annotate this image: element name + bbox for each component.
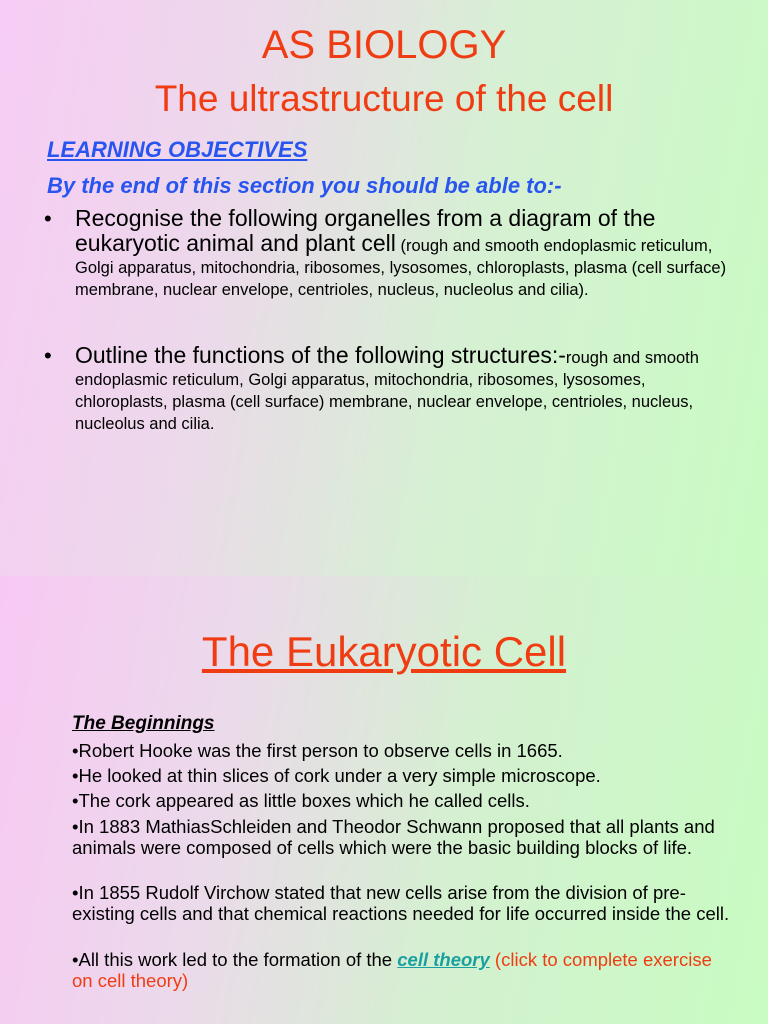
slide-title-text: The Eukaryotic Cell	[201, 628, 567, 675]
objective-detail-text: (rough and smooth endoplasmic reticulum, Golgi apparatus, mitochondria, ribosomes, lysosomes, chloroplasts, plasma (cell surface) membrane, nuclear envelope, centrioles, nucleus, nucleolus and cilia).	[75, 237, 727, 299]
objective-main-text: Outline the functions of the following structures:-	[75, 342, 566, 368]
history-paragraph: •Robert Hooke was the first person to observe cells in 1665.	[72, 740, 563, 761]
slide-title	[0, 626, 768, 678]
bullet-marker: •	[44, 343, 52, 368]
history-paragraph: •In 1883 MathiasSchleiden and Theodor Schwann proposed that all plants and animals were composed of cells which were the basic building blocks of life.	[72, 816, 715, 858]
objective-item-recognise	[44, 206, 734, 301]
objective-detail-text: rough and smooth endoplasmic reticulum, Golgi apparatus, mitochondria, ribosomes, lysosomes, chloroplasts, plasma (cell surface) membrane, nuclear envelope, centrioles, nucleus, nucleolus and cilia.	[75, 349, 699, 433]
click-note[interactable]: (click to complete exercise on cell theory)	[72, 949, 712, 991]
history-paragraph: •The cork appeared as little boxes which he called cells.	[72, 790, 530, 811]
cell-theory-paragraph	[72, 949, 732, 991]
slide-title: AS BIOLOGY	[261, 23, 507, 67]
objective-text	[75, 206, 734, 301]
cell-theory-prefix: •All this work led to the formation of the	[72, 949, 398, 970]
section-heading: The Beginnings	[72, 713, 215, 734]
history-paragraph: •He looked at thin slices of cork under a very simple microscope.	[72, 765, 601, 786]
objective-item-outline	[44, 343, 734, 435]
cell-theory-link[interactable]: cell theory	[397, 949, 490, 970]
slide-eukaryotic-cell	[0, 576, 768, 1024]
objectives-heading: LEARNING OBJECTIVES	[47, 137, 308, 162]
objective-text	[75, 343, 734, 435]
history-paragraph: •In 1855 Rudolf Virchow stated that new cells arise from the division of pre-existing cells and that chemical reactions needed for life occurred inside the cell.	[72, 882, 730, 924]
objective-main-text: Recognise the following organelles from a diagram of the eukaryotic animal and plant cell	[75, 205, 656, 256]
bullet-marker: •	[44, 206, 52, 231]
slide-subtitle: The ultrastructure of the cell	[154, 78, 614, 119]
objectives-intro: By the end of this section you should be able to:-	[47, 173, 562, 198]
